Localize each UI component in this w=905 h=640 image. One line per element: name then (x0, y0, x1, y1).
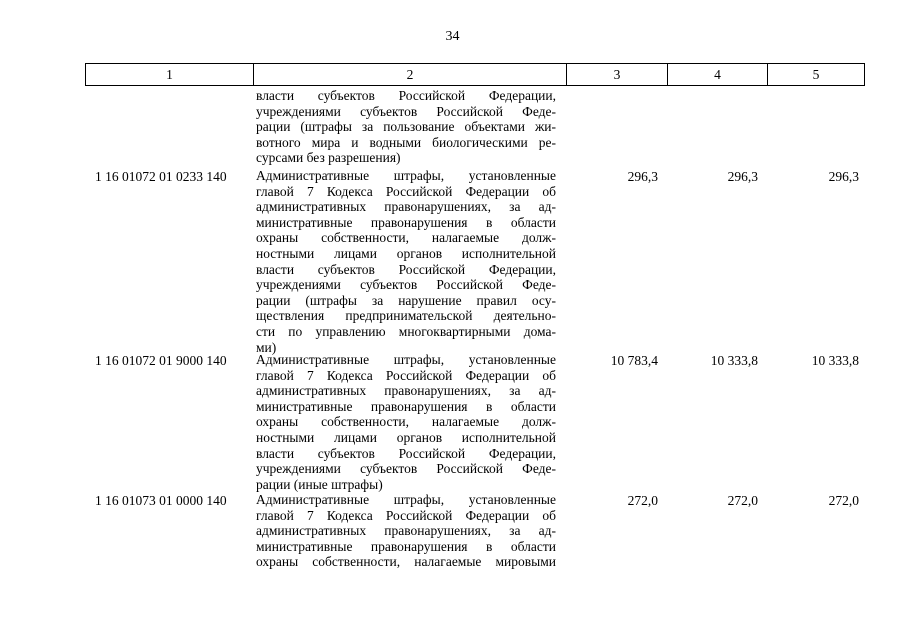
desc-line: административных правонарушениях, за ад- (256, 199, 556, 215)
desc-line: ми) (256, 339, 277, 355)
value-col-3: 296,3 (627, 169, 658, 184)
desc-line: охраны собственности, налагаемые мировыми (256, 554, 556, 570)
desc-line: министративные правонарушения в области (256, 398, 556, 414)
desc-line: рации (штрафы за нарушение правил осу- (256, 292, 556, 308)
desc-line: министративные правонарушения в области (256, 538, 556, 554)
row-code: 1 16 01072 01 9000 140 (95, 353, 227, 368)
desc-line: учреждениями субъектов Российской Феде- (256, 103, 556, 119)
column-header-4: 4 (667, 64, 767, 85)
desc-line: сти по управлению многоквартирными дома- (256, 323, 556, 339)
desc-line: сурсами без разрешения) (256, 150, 401, 166)
desc-line: рации (иные штрафы) (256, 476, 383, 492)
desc-line: административных правонарушениях, за ад- (256, 383, 556, 399)
desc-line: главой 7 Кодекса Российской Федерации об (256, 183, 556, 199)
value-col-5: 10 333,8 (811, 353, 859, 368)
value-col-3: 10 783,4 (610, 353, 658, 368)
desc-line: охраны собственности, налагаемые долж- (256, 414, 556, 430)
desc-line: учреждениями субъектов Российской Феде- (256, 277, 556, 293)
desc-line: вотного мира и водными биологическими ре- (256, 134, 556, 150)
desc-line: охраны собственности, налагаемые долж- (256, 230, 556, 246)
value-col-4: 10 333,8 (710, 353, 758, 368)
column-header-3: 3 (566, 64, 667, 85)
value-col-3: 272,0 (627, 493, 658, 508)
desc-line: министративные правонарушения в области (256, 214, 556, 230)
value-col-5: 272,0 (828, 493, 859, 508)
value-col-4: 296,3 (727, 169, 758, 184)
desc-line: Административные штрафы, установленные (256, 492, 556, 507)
desc-line: главой 7 Кодекса Российской Федерации об (256, 507, 556, 523)
value-col-5: 296,3 (828, 169, 859, 184)
page-number: 34 (445, 29, 460, 44)
desc-line: власти субъектов Российской Федерации, (256, 445, 556, 461)
desc-line: рации (штрафы за пользование объектами жи- (256, 119, 556, 135)
row-code: 1 16 01073 01 0000 140 (95, 493, 227, 508)
desc-line: Административные штрафы, установленные (256, 168, 556, 183)
desc-line: учреждениями субъектов Российской Феде- (256, 461, 556, 477)
row-description (256, 492, 556, 570)
desc-line: административных правонарушениях, за ад- (256, 523, 556, 539)
column-header-1: 1 (166, 67, 173, 82)
desc-line: Административные штрафы, установленные (256, 352, 556, 367)
column-header-2: 2 (253, 64, 566, 85)
desc-line: главой 7 Кодекса Российской Федерации об (256, 367, 556, 383)
desc-line: власти субъектов Российской Федерации, (256, 88, 556, 103)
desc-line: власти субъектов Российской Федерации, (256, 261, 556, 277)
desc-line: ществления предпринимательской деятельно- (256, 308, 556, 324)
desc-line: ностными лицами органов исполнительной (256, 429, 556, 445)
value-col-4: 272,0 (727, 493, 758, 508)
table-header (85, 63, 865, 86)
row-description (256, 352, 556, 492)
row-description (256, 88, 556, 166)
row-description (256, 168, 556, 355)
column-header-5: 5 (767, 64, 864, 85)
desc-line: ностными лицами органов исполнительной (256, 245, 556, 261)
row-code: 1 16 01072 01 0233 140 (95, 169, 227, 184)
